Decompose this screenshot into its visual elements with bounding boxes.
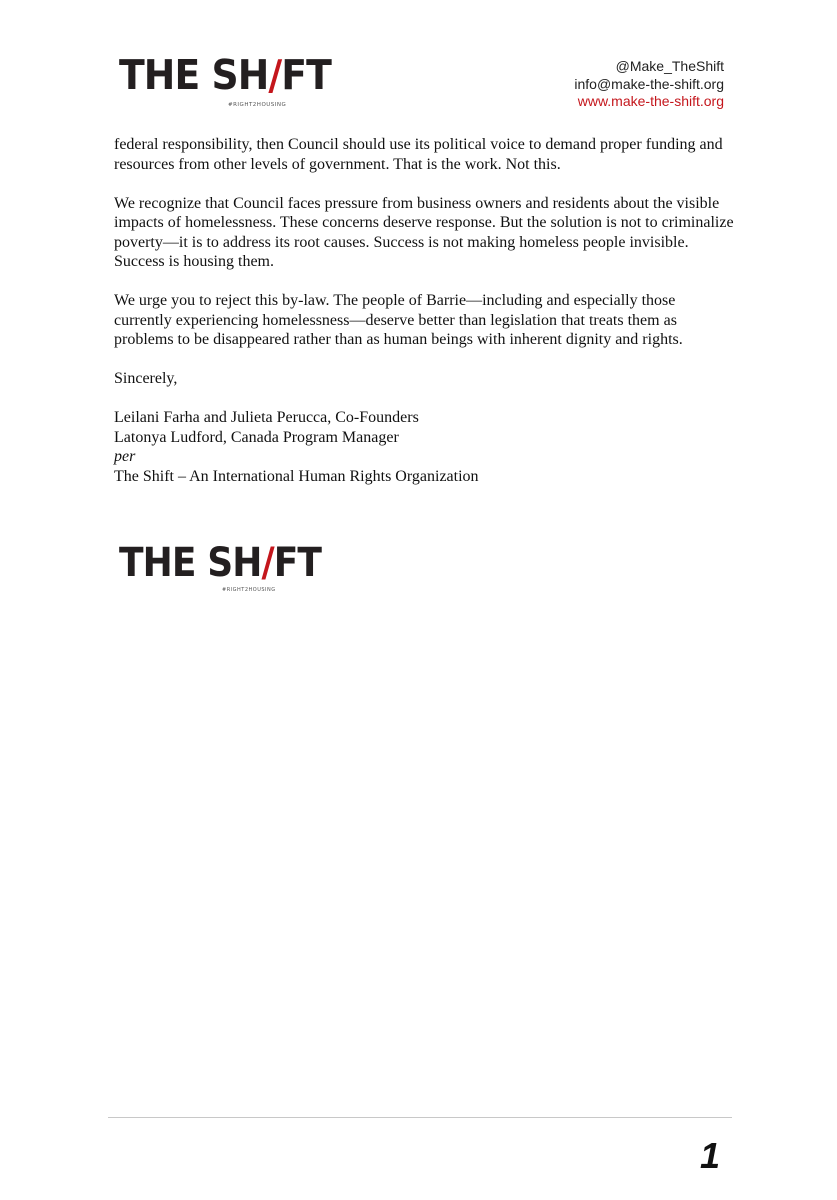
signature-logo [119, 540, 322, 595]
logo-text-right: FT [281, 51, 331, 99]
twitter-handle[interactable]: @Make_TheShift [615, 58, 724, 74]
footer-divider [108, 1117, 732, 1118]
paragraph: federal responsibility, then Council should use its political voice to demand proper funding and resources from other levels of government. That is the work. Not this. [114, 136, 723, 173]
logo-wordmark [119, 540, 322, 586]
logo-text-left: THE SH [119, 51, 269, 99]
contact-block [574, 58, 724, 111]
logo-wordmark [119, 51, 331, 99]
signatory: Leilani Farha and Julieta Perucca, Co-Founders [114, 409, 419, 426]
contact-email[interactable]: info@make-the-shift.org [574, 75, 724, 92]
logo-slash: / [261, 540, 274, 586]
logo-text-left: THE SH [119, 540, 262, 586]
logo-text-right: FT [273, 540, 322, 586]
logo-slash: / [268, 51, 282, 99]
signatory: Latonya Ludford, Canada Program Manager [114, 428, 399, 446]
paragraph: We recognize that Council faces pressure from business owners and residents about the visible impacts of homelessness. These concerns deserve response. But the solution is not to criminalize poverty—it is to address its root causes. Success is not making homeless people invisible. Success is housing them. [114, 194, 734, 270]
paragraph: We urge you to reject this by-law. The people of Barrie—including and especially those currently experiencing homelessness—deserve better than legislation that treats them as problems to be disappeared rather than as human beings with inherent dignity and rights. [114, 292, 683, 348]
closing: Sincerely, [114, 370, 178, 387]
page-number: 1 [700, 1135, 721, 1176]
per-label: per [114, 448, 136, 465]
signatories [114, 408, 734, 486]
logo-tagline: #RIGHT2HOUSING [228, 102, 287, 108]
header-logo [119, 51, 331, 110]
logo-tagline: #RIGHT2HOUSING [222, 587, 276, 593]
letter-body [114, 135, 734, 486]
website-link[interactable]: www.make-the-shift.org [577, 93, 724, 109]
organization-name: The Shift – An International Human Rights Organization [114, 467, 479, 485]
